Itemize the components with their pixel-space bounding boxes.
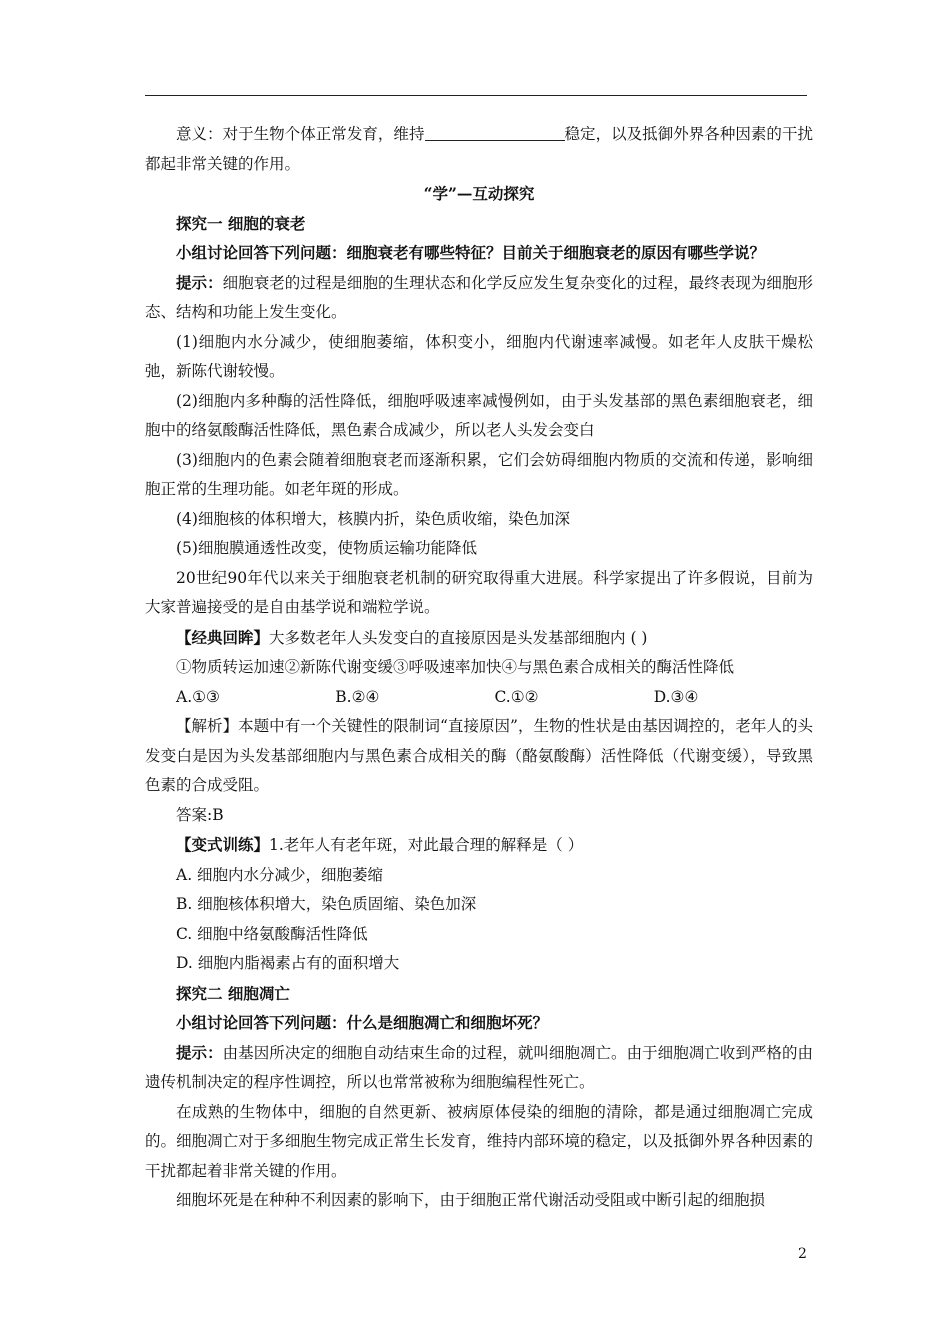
option-a: A.①③	[176, 687, 220, 706]
explore1-item: (2)细胞内多种酶的活性降低，细胞呼吸速率减慢例如，由于头发基部的黑色素细胞衰老，细胞中的络氨酸酶活性降低，黑色素合成减少，所以老人头发会变白	[145, 391, 813, 439]
answer-text: 答案:B	[176, 805, 224, 824]
explore1-hint: 提示：细胞衰老的过程是细胞的生理状态和化学反应发生复杂变化的过程，最终表现为细胞形态、结构和功能上发生变化。	[145, 272, 813, 321]
explore2-paragraph: 细胞坏死是在种种不利因素的影响下，由于细胞正常代谢活动受阻或中断引起的细胞损	[176, 1191, 766, 1209]
analysis-paragraph: 【解析】本题中有一个关键性的限制词“直接原因”，生物的性状是由基因调控的，老年人的头发变白是因为头发基部细胞内与黑色素合成相关的酶（酪氨酸酶）活性降低（代谢变缓），导致黑色素的合成受阻。	[145, 717, 813, 794]
variant-option: C. 细胞中络氨酸酶活性降低	[176, 924, 368, 943]
header-rule	[145, 95, 807, 96]
option-c: C.①②	[494, 687, 539, 706]
research-paragraph: 20世纪90年代以来关于细胞衰老机制的研究取得重大进展。科学家提出了许多假说，目前为大家普遍接受的是自由基学说和端粒学说。	[145, 568, 813, 616]
explore1-heading: 探究一 细胞的衰老	[176, 213, 306, 233]
page-content	[145, 120, 813, 1216]
explore1-item: (5)细胞膜通透性改变，使物质运输功能降低	[176, 539, 477, 557]
intro-paragraph: 意义：对于生物个体正常发育，维持 稳定，以及抵御外界各种因素的干扰都起非常关键的作用。	[145, 125, 813, 173]
variant-question: 【变式训练】1.老年人有老年斑，对此最合理的解释是（ ）	[176, 835, 584, 854]
explore1-question: 小组讨论回答下列问题：细胞衰老有哪些特征？目前关于细胞衰老的原因有哪些学说？	[176, 243, 766, 262]
fill-blank[interactable]	[425, 124, 565, 141]
explore1-item: (4)细胞核的体积增大，核膜内折，染色质收缩，染色加深	[176, 509, 570, 528]
section-title: “学”—互动探究	[423, 184, 535, 203]
variant-option: B. 细胞核体积增大，染色质固缩、染色加深	[176, 895, 477, 913]
option-d: D.③④	[653, 687, 699, 706]
explore2-hint: 提示：由基因所决定的细胞自动结束生命的过程，就叫细胞凋亡。由于细胞凋亡收到严格的由遗传机制决定的程序性调控，所以也常常被称为细胞编程性死亡。	[145, 1042, 813, 1091]
variant-option: D. 细胞内脂褐素占有的面积增大	[176, 954, 400, 972]
explore2-paragraph: 在成熟的生物体中，细胞的自然更新、被病原体侵染的细胞的清除，都是通过细胞凋亡完成的。细胞凋亡对于多细胞生物完成正常生长发育，维持内部环境的稳定，以及抵御外界各种因素的干扰都起着非常关键的作用。	[145, 1102, 813, 1180]
option-b: B.②④	[335, 687, 380, 706]
page-number: 2	[798, 1246, 807, 1262]
explore2-heading: 探究二 细胞凋亡	[176, 983, 290, 1003]
variant-option: A. 细胞内水分减少，细胞萎缩	[176, 865, 384, 884]
classic-question: 【经典回眸】大多数老年人头发变白的直接原因是头发基部细胞内 ( )	[176, 627, 648, 647]
explore1-item: (3)细胞内的色素会随着细胞衰老而逐渐积累，它们会妨碍细胞内物质的交流和传递，影响细胞正常的生理功能。如老年斑的形成。	[145, 450, 813, 498]
classic-choices: ①物质转运加速②新陈代谢变缓③呼吸速率加快④与黑色素合成相关的酶活性降低	[176, 658, 735, 676]
explore1-item: (1)细胞内水分减少，使细胞萎缩，体积变小，细胞内代谢速率减慢。如老年人皮肤干燥松弛，新陈代谢较慢。	[145, 332, 813, 380]
classic-options	[145, 683, 813, 713]
explore2-question: 小组讨论回答下列问题：什么是细胞凋亡和细胞坏死？	[176, 1013, 549, 1032]
